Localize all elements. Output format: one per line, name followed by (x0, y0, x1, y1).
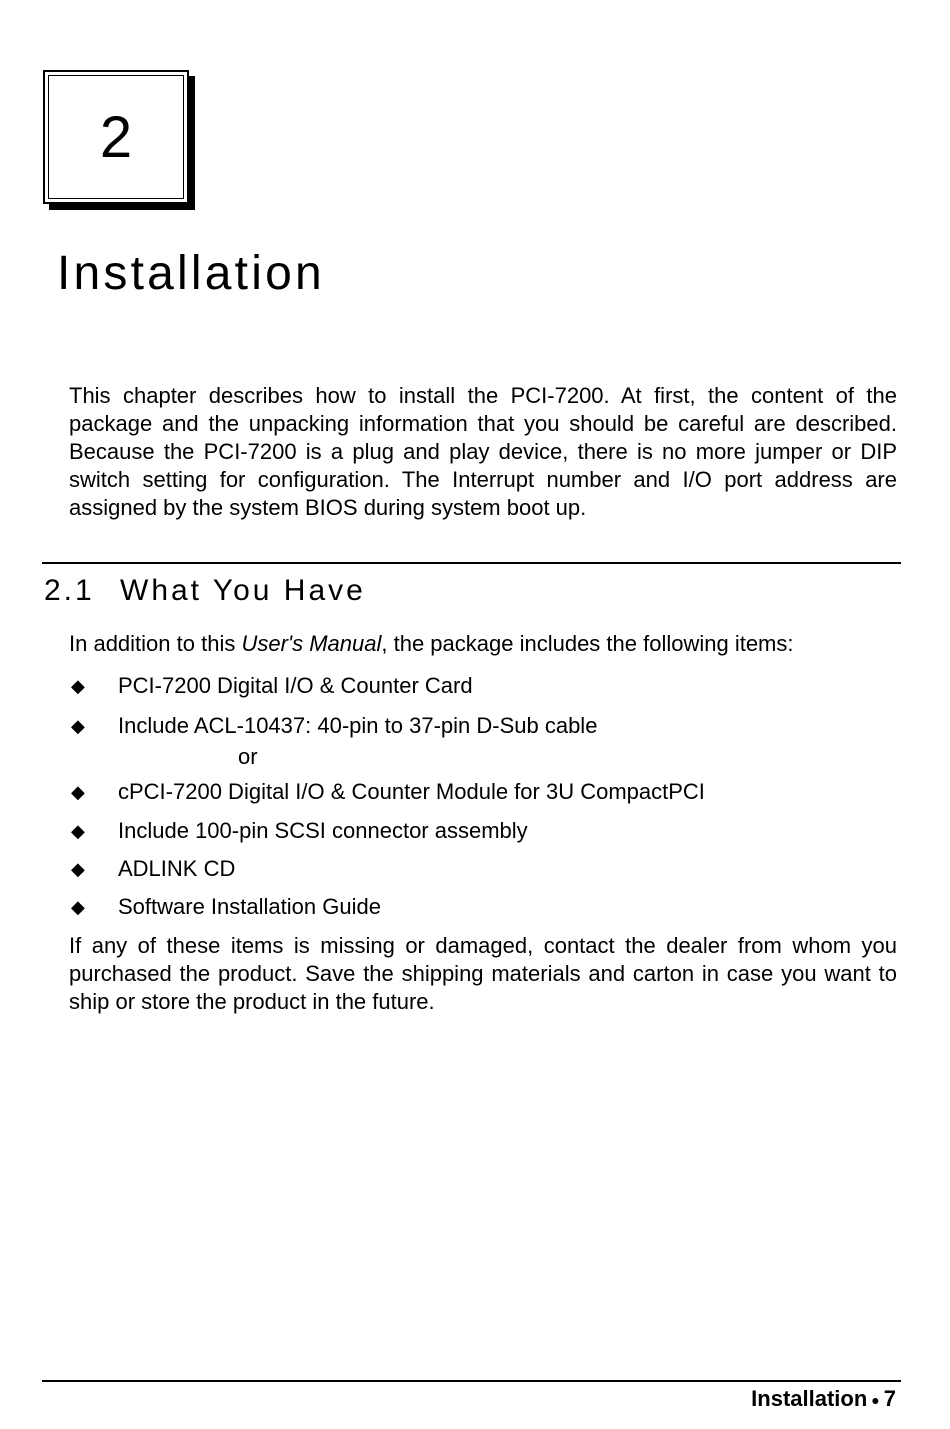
diamond-bullet-icon: ◆ (71, 821, 85, 841)
intro-paragraph: This chapter describes how to install the PCI-7200. At first, the content of the package and the unpacking information that you should be careful are described. Because the PCI-7200 is a plug and play device, there is no more jumper or DIP switch setting for configuration. The Interrupt number and I/O port address are assigned by the system BIOS during system boot up. (69, 383, 897, 520)
diamond-bullet-icon: ◆ (71, 897, 85, 917)
page-footer (751, 1385, 896, 1414)
lead-emphasis: User's Manual (241, 631, 382, 656)
section-divider (42, 562, 901, 564)
chapter-title: Installation (57, 247, 325, 300)
diamond-bullet-icon: ◆ (71, 716, 85, 736)
list-item-text: Software Installation Guide (118, 894, 381, 919)
diamond-bullet-icon: ◆ (71, 859, 85, 879)
list-item-text: PCI-7200 Digital I/O & Counter Card (118, 673, 473, 698)
lead-text-before: In addition to this (69, 631, 242, 656)
diamond-bullet-icon: ◆ (71, 782, 85, 802)
footer-label: Installation (751, 1386, 868, 1411)
list-item-text: Include 100-pin SCSI connector assembly (118, 818, 528, 843)
section-number: 2.1 (44, 574, 95, 607)
diamond-bullet-icon: ◆ (71, 676, 85, 696)
chapter-number-box (43, 70, 189, 204)
lead-paragraph (69, 630, 897, 658)
list-item-text: ADLINK CD (118, 856, 236, 881)
or-separator: or (238, 744, 258, 769)
list-item-text: cPCI-7200 Digital I/O & Counter Module for 3U CompactPCI (118, 779, 705, 804)
bullet-dot-icon: ● (871, 1392, 880, 1409)
section-heading (44, 573, 366, 609)
lead-text-after: , the package includes the following items: (381, 631, 794, 656)
closing-paragraph: If any of these items is missing or damaged, contact the dealer from whom you purchased the product. Save the shipping materials and carton in case you want to ship or store the product in the future. (69, 933, 897, 1014)
page-number: 7 (883, 1386, 896, 1411)
footer-divider (42, 1380, 901, 1382)
section-title: What You Have (120, 574, 366, 607)
list-item-text: Include ACL-10437: 40-pin to 37-pin D-Sub cable (118, 713, 598, 738)
chapter-number: 2 (48, 75, 184, 199)
